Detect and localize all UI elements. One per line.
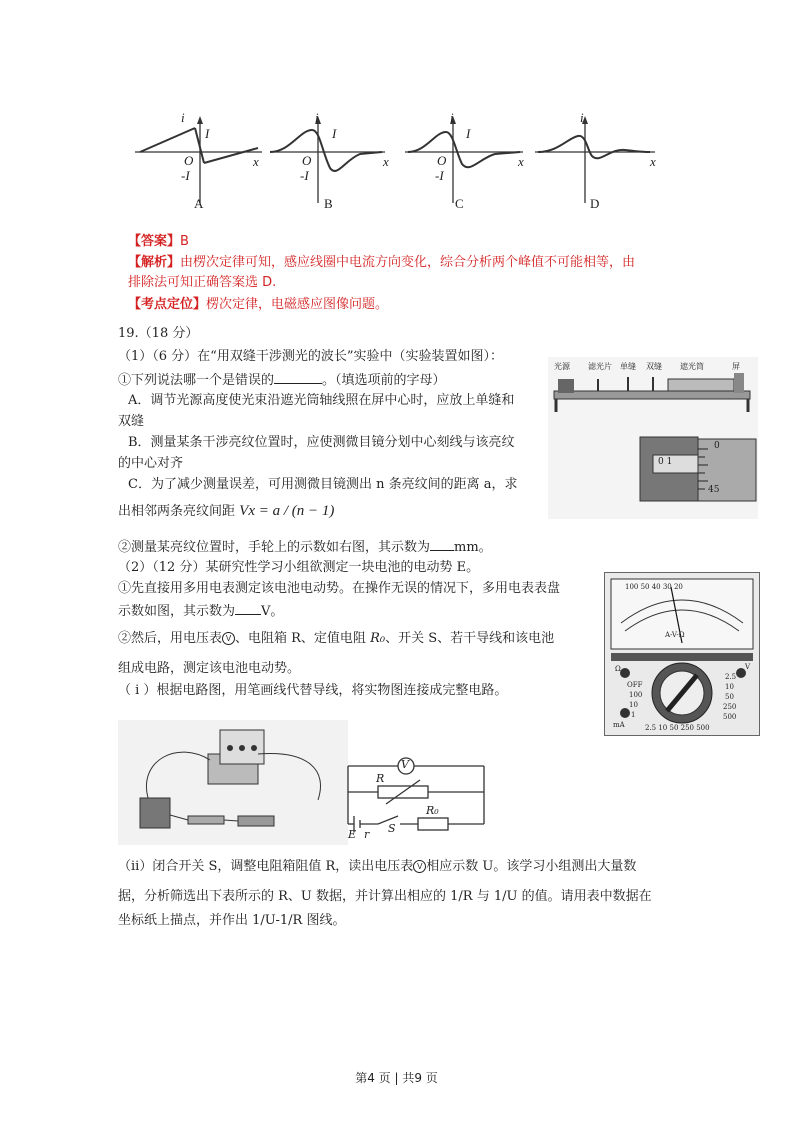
meter-ma-1: 1 [631, 711, 636, 719]
schematic-e-label: E [348, 828, 357, 841]
graph-b-tick-pos: I [332, 126, 337, 141]
schematic-s-label: S [388, 822, 396, 835]
key-point-line [128, 296, 388, 314]
page-footer: 第4 页 | 共9 页 [355, 1071, 438, 1085]
apparatus-svg [548, 357, 758, 519]
q19-part2-ii-3: 坐标纸上描点，并作出 1/U-1/R 图线。 [118, 913, 346, 928]
graph-a-origin: O [184, 153, 194, 168]
answer-label: 【答案】 [128, 234, 181, 249]
light-source-icon [558, 379, 574, 393]
option-c-formula: Vx = a / (n − 1) [239, 503, 335, 519]
meter-scale-top: 100 50 40 30 20 [625, 583, 683, 591]
fixed-resistor-icon [238, 816, 274, 826]
q19-part2-q2-2: 组成电路，测定该电池电动势。 [118, 661, 301, 676]
graph-c-curve [408, 132, 520, 167]
voltmeter-symbol-icon: V [222, 632, 235, 645]
schematic-r0-label: R₀ [426, 804, 439, 817]
answer-blank-2[interactable] [430, 537, 454, 551]
apparatus-label-source: 光源 [554, 362, 570, 371]
apparatus-label-screen: 屏 [732, 362, 740, 371]
key-point-label: 【考点定位】 [128, 297, 207, 312]
graph-a-caption: A [194, 196, 204, 211]
q19-part2-ii-1: （ii）闭合开关 S，调整电阻箱阻值 R，读出电压表 V 相应示数 U。该学习小组测出大量数 [118, 859, 637, 874]
meter-v-unit: V [745, 663, 751, 671]
graph-a-curve-tail [204, 148, 258, 163]
meter-ma-unit: mA [613, 721, 625, 729]
q19-part2-q1-2: 示数如图，其示数为 V。 [118, 601, 283, 621]
micrometer-reading-bot: 45 [708, 485, 720, 495]
graph-b-caption: B [324, 196, 333, 211]
graph-a-tick-neg: -I [181, 168, 190, 183]
meter-v-250: 250 [723, 703, 737, 711]
apparatus-label-filter: 滤光片 [588, 362, 612, 371]
schematic-r-label: R [376, 772, 385, 785]
q19-part1: （1）（6 分）在“用双缝干涉测光的波长”实验中（实验装置如图）： [118, 349, 503, 364]
meter-off-label: OFF [627, 681, 643, 689]
graph-d-caption: D [590, 196, 600, 211]
q19-header: 19.（18 分） [118, 326, 199, 341]
q19-part1-q1: ①下列说法哪一个是错误的 。（填选项前的字母） [118, 370, 446, 390]
option-b-2: 的中心对齐 [118, 456, 184, 471]
q19-part2-q2-1: ②然后，用电压表 V 、电阻箱 R、定值电阻 R₀、开关 S、若干导线和该电池 [118, 631, 555, 646]
analysis-text-2: 排除法可知正确答案选 D. [128, 275, 277, 290]
apparatus-label-tube: 遮光筒 [680, 362, 704, 371]
answer-options-graphs [130, 108, 670, 223]
graph-c-i-label: i [450, 110, 454, 125]
meter-v-50: 50 [725, 693, 734, 701]
q19-part2-i: （ i ）根据电路图，用笔画线代替导线，将实物图连接成完整电路。 [118, 683, 508, 698]
battery-icon [140, 798, 170, 828]
analysis-label: 【解析】 [128, 255, 181, 270]
apparatus-label-double-slit: 双缝 [646, 362, 662, 371]
key-point-text: 楞次定律，电磁感应图像问题。 [206, 297, 389, 312]
graph-b-origin: O [302, 153, 312, 168]
graphs-svg [130, 108, 670, 223]
meter-ma-100: 100 [629, 691, 643, 699]
meter-ma-10: 10 [629, 701, 638, 709]
option-c-2: 出相邻两条亮纹间距 Vx = a / (n − 1) [118, 503, 335, 519]
option-b-1: B．测量某条干涉亮纹位置时，应使测微目镜分划中心刻线与该亮纹 [128, 435, 515, 450]
graph-b-x-label: x [383, 154, 389, 169]
meter-v-2-5: 2.5 [725, 673, 737, 681]
graph-a-i-label: i [181, 110, 185, 125]
option-c-1: C．为了减少测量误差，可用测微目镜测出 n 条亮纹间的距离 a，求 [128, 477, 518, 492]
option-a-2: 双缝 [118, 414, 145, 429]
analysis-text-1: 由楞次定律可知，感应线圈中电流方向变化，综合分析两个峰值不可能相等，由 [180, 255, 636, 270]
q19-part2-q1-1: ①先直接用多用电表测定该电池电动势。在操作无误的情况下，多用电表表盘 [118, 581, 561, 596]
schematic-v-label: V [401, 758, 409, 771]
answer-blank-3[interactable] [235, 601, 261, 615]
option-a-1: A．调节光源高度使光束沿遮光筒轴线照在屏中心时，应放上单缝和 [128, 393, 515, 408]
q19-part1-q2: ②测量某亮纹位置时，手轮上的示数如右图，其示数为 mm。 [118, 537, 492, 557]
double-slit-apparatus-figure [548, 357, 758, 519]
graph-a-curve-rise [140, 128, 195, 152]
micrometer-reading-mid: 0 1 [658, 457, 673, 467]
switch-icon [188, 816, 224, 824]
graph-d-x-label: x [650, 154, 656, 169]
multimeter-figure [604, 572, 760, 736]
answer-line [128, 233, 189, 251]
graph-d-i-label: i [580, 110, 584, 125]
graph-a-x-label: x [253, 154, 259, 169]
graph-b-i-label: i [315, 110, 319, 125]
apparatus-label-single-slit: 单缝 [620, 362, 636, 371]
graph-b-tick-neg: -I [300, 168, 309, 183]
meter-v-10: 10 [725, 683, 734, 691]
meter-center-label: A-V-Ω [665, 631, 685, 639]
graph-c-origin: O [437, 153, 447, 168]
q19-part2-ii-2: 据，分析筛选出下表所示的 R、U 数据，并计算出相应的 1/R 与 1/U 的值。请用表中数据在 [118, 889, 652, 904]
voltmeter-symbol-icon-2: V [413, 860, 426, 873]
analysis-line-1 [128, 254, 635, 272]
answer-blank-1[interactable] [274, 370, 322, 384]
meter-bottom-scale: 2.5 10 50 250 500 [645, 724, 710, 732]
schematic-r-internal-label: r [364, 828, 370, 841]
r0-symbol: R₀ [370, 631, 386, 646]
graph-c-x-label: x [518, 154, 524, 169]
answer-value: B [180, 234, 189, 249]
graph-d-curve [538, 136, 650, 158]
graph-b-curve [270, 130, 382, 171]
meter-ohm-label: Ω [615, 665, 621, 673]
q19-part2: （2）（12 分）某研究性学习小组欲测定一块电池的电动势 E。 [118, 560, 480, 575]
schematic-fixed-resistor-icon [418, 818, 448, 830]
graph-c-tick-pos: I [466, 126, 471, 141]
meter-v-500: 500 [723, 713, 737, 721]
graph-c-tick-neg: -I [435, 168, 444, 183]
graph-a-tick-pos: I [205, 126, 210, 141]
graph-c-caption: C [455, 196, 464, 211]
circuit-schematic [308, 752, 498, 844]
micrometer-reading-top: 0 [714, 441, 720, 451]
